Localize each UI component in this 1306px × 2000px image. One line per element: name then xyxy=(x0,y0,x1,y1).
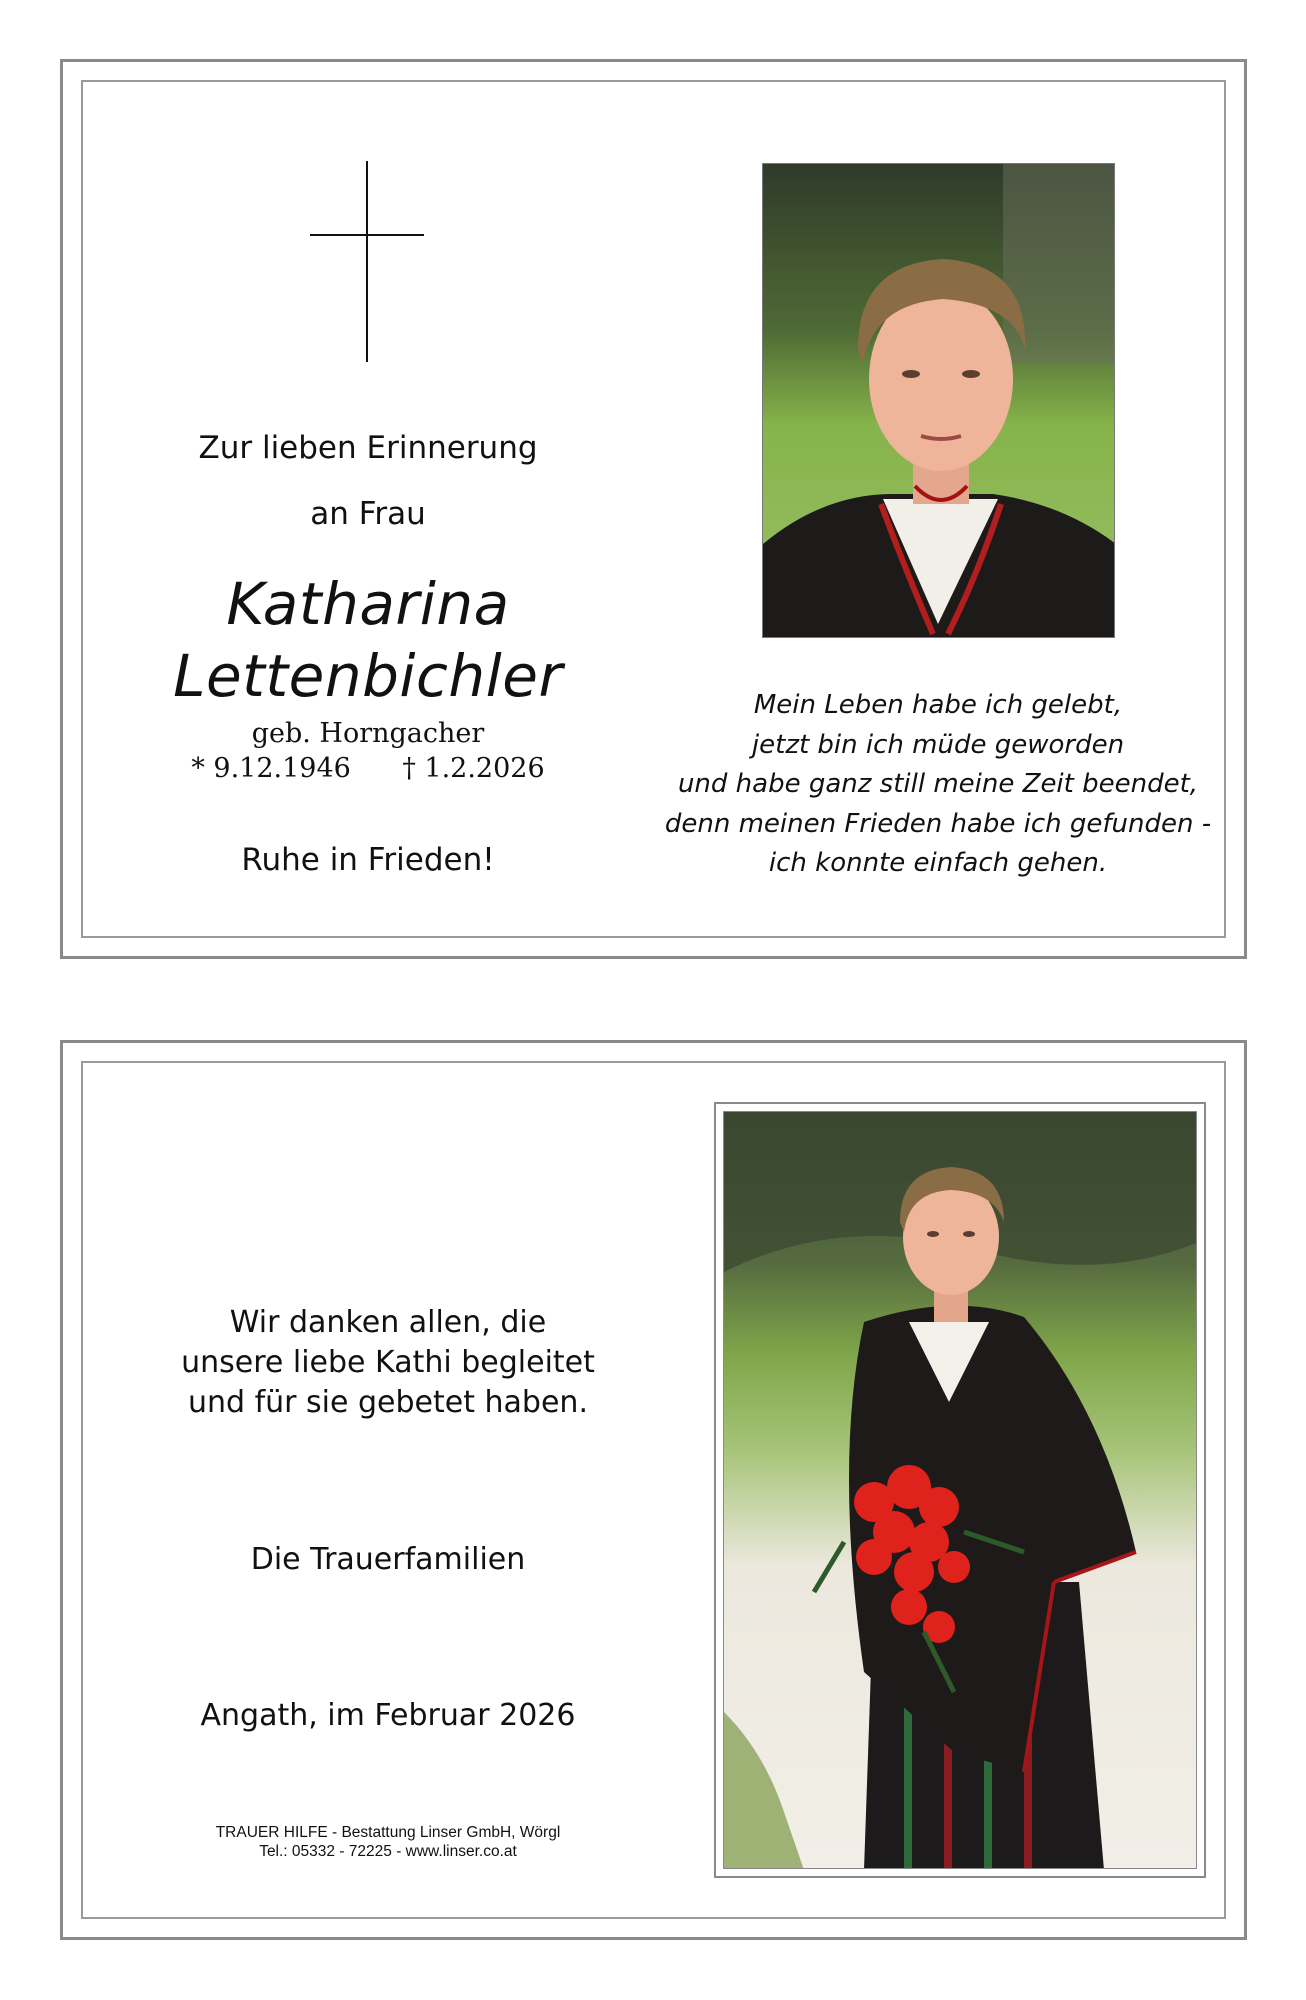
life-dates xyxy=(160,753,576,784)
place-date: Angath, im Februar 2026 xyxy=(200,1698,576,1733)
footer-line: Tel.: 05332 - 72225 - www.linser.co.at xyxy=(259,1843,517,1860)
signature: Die Trauerfamilien xyxy=(250,1542,526,1577)
thanks-text xyxy=(160,1303,616,1423)
footer-line: TRAUER HILFE - Bestattung Linser GmbH, Wörgl xyxy=(215,1824,561,1841)
cross-icon xyxy=(366,161,368,362)
salutation: an Frau xyxy=(310,496,426,532)
poem-line: und habe ganz still meine Zeit beendet, xyxy=(677,769,1199,799)
birth-name: geb. Horngacher xyxy=(251,718,485,749)
thanks-line: und für sie gebetet haben. xyxy=(188,1385,588,1420)
death-date: † 1.2.2026 xyxy=(402,753,545,784)
poem-line: denn meinen Frieden habe ich gefunden - xyxy=(664,808,1212,839)
thanks-line: unsere liebe Kathi begleitet xyxy=(181,1345,595,1380)
poem-line: jetzt bin ich müde geworden xyxy=(751,729,1125,760)
poem-line: Mein Leben habe ich gelebt, xyxy=(753,690,1123,720)
full-figure-photo xyxy=(723,1111,1197,1869)
thanks-line: Wir danken allen, die xyxy=(229,1305,547,1340)
portrait-photo xyxy=(762,163,1115,638)
last-name: Lettenbichler xyxy=(173,642,563,710)
poem xyxy=(660,686,1216,884)
first-name: Katharina xyxy=(226,570,510,638)
funeral-home-footer xyxy=(160,1823,616,1861)
cross-icon-bar xyxy=(310,234,424,236)
memory-line: Zur lieben Erinnerung xyxy=(198,430,538,466)
birth-date: * 9.12.1946 xyxy=(191,753,351,784)
poem-line: ich konnte einfach gehen. xyxy=(768,848,1108,878)
closing-line: Ruhe in Frieden! xyxy=(241,842,495,878)
